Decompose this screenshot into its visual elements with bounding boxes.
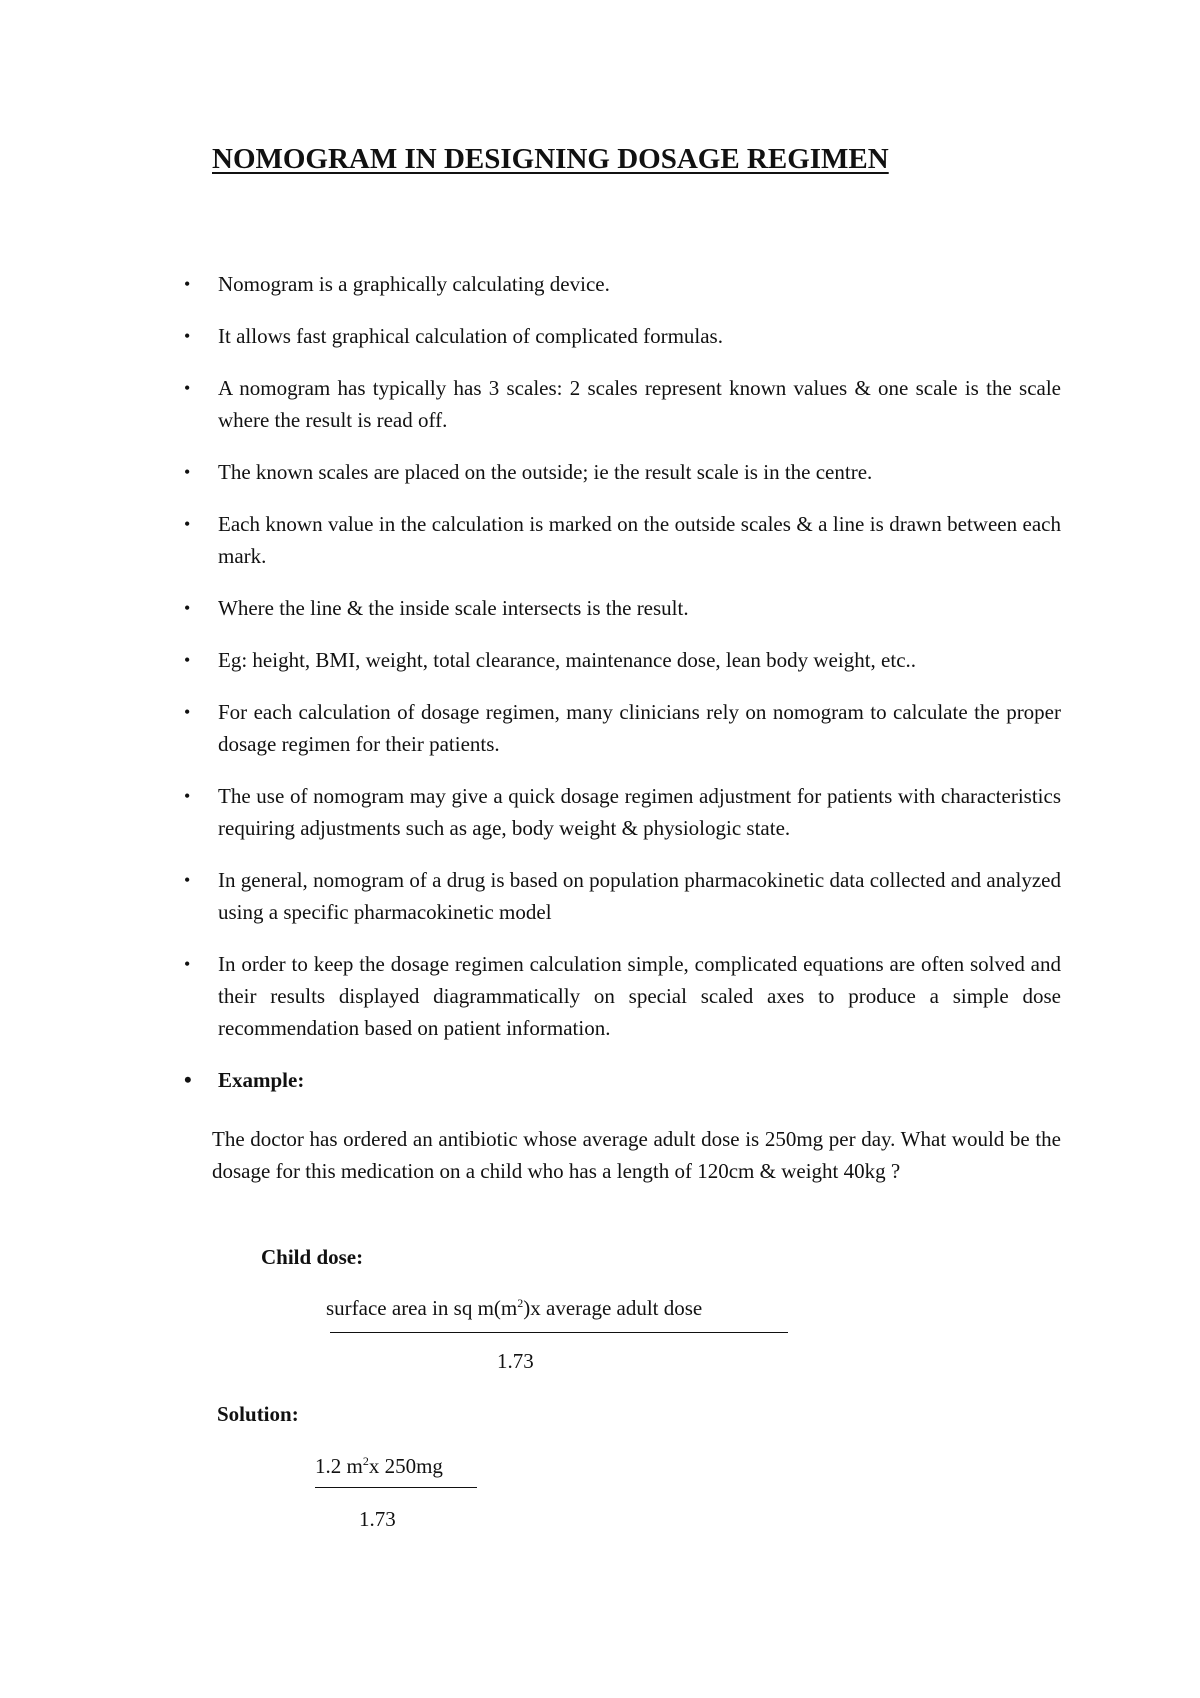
solution-denominator: 1.73 xyxy=(359,1507,396,1531)
list-item xyxy=(0,372,1061,436)
list-item-text: In order to keep the dosage regimen calculation simple, complicated equations are often solved and their results displayed diagrammatically on special scaled axes to produce a simple dose recommendation based on patient information. xyxy=(218,952,1061,1040)
list-item-text: In general, nomogram of a drug is based on population pharmacokinetic data collected and analyzed using a specific pharmacokinetic model xyxy=(218,868,1061,924)
list-item xyxy=(0,320,1061,352)
superscript: 2 xyxy=(517,1296,524,1310)
example-text: The doctor has ordered an antibiotic whose average adult dose is 250mg per day. What would be the dosage for this medication on a child who has a length of 120cm & weight 40kg ? xyxy=(212,1127,1061,1183)
example-heading: Example: xyxy=(218,1068,305,1092)
bullet-icon: • xyxy=(184,870,191,890)
bullet-icon: • xyxy=(184,598,191,618)
list-item-text: The use of nomogram may give a quick dosage regimen adjustment for patients with characteristics requiring adjustments such as age, body weight & physiologic state. xyxy=(218,784,1061,840)
bullet-icon: • xyxy=(184,1067,192,1092)
superscript: 2 xyxy=(362,1454,369,1468)
numerator-text: x 250mg xyxy=(368,1454,443,1478)
list-item xyxy=(0,592,1061,624)
solution-numerator xyxy=(315,1454,443,1479)
bullet-list xyxy=(0,268,1200,1116)
list-item xyxy=(0,696,1061,760)
list-item-text: Nomogram is a graphically calculating device. xyxy=(218,272,610,296)
bullet-icon: • xyxy=(184,462,191,482)
list-item xyxy=(0,948,1061,1044)
list-item xyxy=(0,456,1061,488)
list-item xyxy=(0,864,1061,928)
child-dose-label: Child dose: xyxy=(261,1245,364,1269)
list-item xyxy=(0,508,1061,572)
bullet-icon: • xyxy=(184,650,191,670)
child-dose-denominator: 1.73 xyxy=(497,1349,534,1373)
solution-label: Solution: xyxy=(217,1402,299,1426)
list-item-text: Each known value in the calculation is marked on the outside scales & a line is drawn between each mark. xyxy=(218,512,1061,568)
list-item xyxy=(0,780,1061,844)
bullet-icon: • xyxy=(184,786,191,806)
fraction-line xyxy=(315,1487,477,1488)
numerator-text: )x average adult dose xyxy=(523,1296,703,1320)
list-item xyxy=(0,644,1061,676)
list-item-text: For each calculation of dosage regimen, many clinicians rely on nomogram to calculate the proper dosage regimen for their patients. xyxy=(218,700,1061,756)
list-item-text: It allows fast graphical calculation of complicated formulas. xyxy=(218,324,723,348)
list-item-text: A nomogram has typically has 3 scales: 2 scales represent known values & one scale is the scale where the result is read off. xyxy=(218,376,1061,432)
list-item-text: Where the line & the inside scale intersects is the result. xyxy=(218,596,689,620)
bullet-icon: • xyxy=(184,326,191,346)
list-item-text: Eg: height, BMI, weight, total clearance, maintenance dose, lean body weight, etc.. xyxy=(218,648,917,672)
list-item-text: The known scales are placed on the outside; ie the result scale is in the centre. xyxy=(218,460,873,484)
child-dose-numerator xyxy=(326,1296,702,1321)
bullet-icon: • xyxy=(184,378,191,398)
page-title: NOMOGRAM IN DESIGNING DOSAGE REGIMEN xyxy=(212,143,889,175)
list-item xyxy=(0,268,1061,300)
bullet-icon: • xyxy=(184,514,191,534)
bullet-icon: • xyxy=(184,702,191,722)
bullet-icon: • xyxy=(184,274,191,294)
numerator-text: surface area in sq m(m xyxy=(326,1296,518,1320)
fraction-line xyxy=(330,1332,788,1333)
numerator-text: 1.2 m xyxy=(315,1454,363,1478)
example-heading-item xyxy=(0,1064,1061,1096)
bullet-icon: • xyxy=(184,954,191,974)
